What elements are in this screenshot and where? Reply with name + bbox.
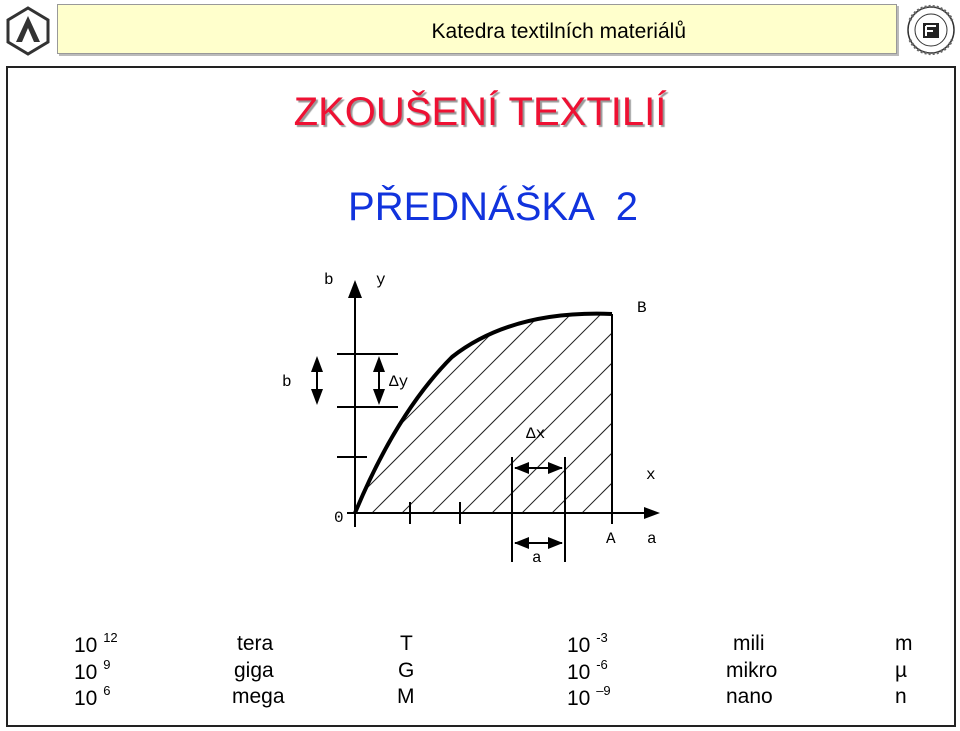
prefix-symbol: G — [398, 659, 415, 682]
prefix-power: 10 $^9$ — [74, 657, 111, 684]
label-y: y — [376, 271, 386, 289]
curve — [355, 314, 612, 513]
prefix-symbol: n — [895, 685, 907, 708]
label-a-right: a — [647, 530, 657, 548]
prefix-name: mikro — [726, 659, 778, 682]
label-B: B — [637, 299, 647, 317]
header-band — [57, 4, 897, 54]
prefix-name: mili — [733, 632, 765, 655]
prefix-symbol: M — [397, 685, 415, 708]
university-logo-icon — [6, 6, 50, 56]
integral-area-diagram — [282, 262, 666, 584]
prefix-name: mega — [232, 685, 285, 708]
prefix-symbol: µ — [895, 659, 908, 682]
prefix-power: 10 $^{-9}$ — [567, 683, 611, 710]
prefix-power: 10 $^{12}$ — [74, 630, 118, 657]
prefix-symbol: T — [400, 632, 413, 655]
prefix-name: tera — [237, 632, 274, 655]
label-delta-y: Δy — [389, 373, 409, 391]
label-delta-x: Δx — [526, 425, 546, 443]
label-b-left: b — [282, 373, 292, 391]
label-b-top: b — [324, 271, 334, 289]
si-prefix-table — [0, 628, 960, 718]
label-a-bottom: a — [532, 549, 542, 567]
faculty-seal-icon — [906, 4, 956, 56]
header-title: Katedra textilních materiálů — [431, 20, 686, 43]
main-title: ZKOUŠENÍ TEXTILIÍ — [293, 90, 667, 134]
prefix-symbol: m — [895, 632, 913, 655]
prefix-power: 10 $^{-6}$ — [567, 657, 608, 684]
prefix-name: giga — [234, 659, 274, 682]
prefix-power: 10 $^{-3}$ — [567, 630, 608, 657]
prefix-name: nano — [726, 685, 773, 708]
label-A: A — [606, 530, 616, 548]
prefix-power: 10 $^6$ — [74, 683, 111, 710]
label-origin: 0 — [334, 509, 344, 527]
lecture-subtitle: PŘEDNÁŠKA 2 — [348, 185, 638, 229]
label-x: x — [646, 466, 656, 484]
